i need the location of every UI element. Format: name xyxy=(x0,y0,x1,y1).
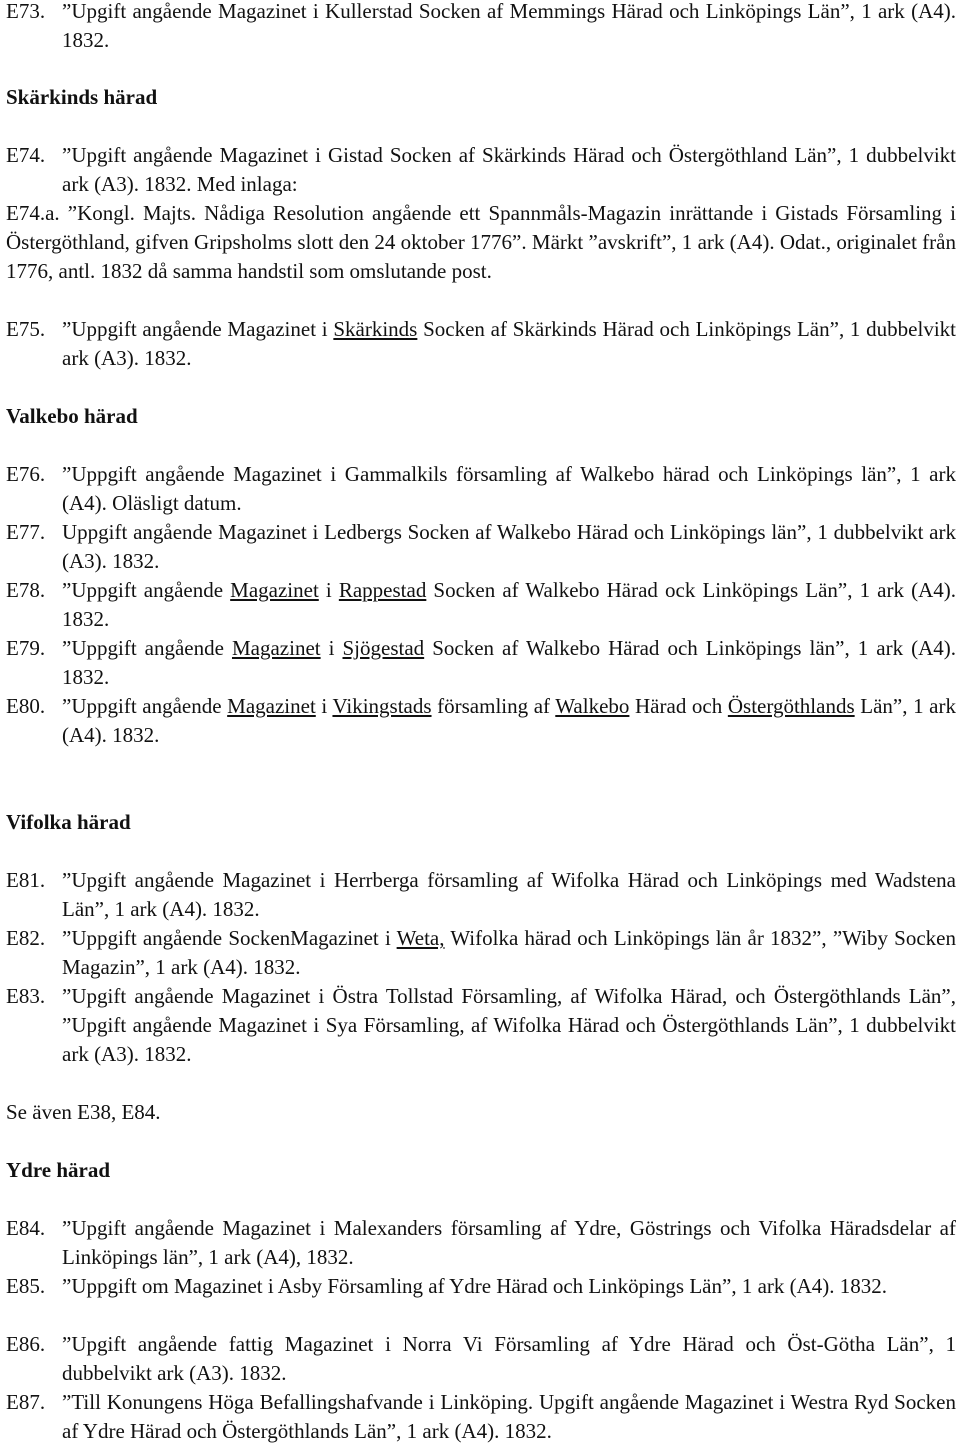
entry-text-segment: ”Uppgift angående SockenMagazinet i xyxy=(62,926,397,950)
entry-text-segment: i xyxy=(320,636,343,660)
underlined-term: Vikingstads xyxy=(332,694,432,718)
entry-text-segment: ”Upgift angående Magazinet i Kullerstad Socken af Memmings Härad och Linköpings Län”, 1 ark (A4). 1832. xyxy=(62,0,956,52)
entry-text xyxy=(62,692,956,750)
entry-text-segment: ”Uppgift angående Magazinet i Gammalkils församling af Walkebo härad och Linköpings län”, 1 ark (A4). Oläsligt datum. xyxy=(62,462,956,515)
entry-text xyxy=(62,1330,956,1388)
entry-text-segment: i xyxy=(315,694,333,718)
catalog-entry-e84 xyxy=(6,1214,956,1272)
entry-text-segment: församling af xyxy=(431,694,556,718)
catalog-entry-e85 xyxy=(6,1272,956,1301)
entry-text-segment: Socken af Walkebo Härad ock Linköpings Län”, 1 ark (A4). 1832. xyxy=(62,578,956,631)
entry-text xyxy=(62,315,956,373)
entry-text xyxy=(62,460,956,518)
entry-text-segment: ”Till Konungens Höga Befallingshafvande i Linköping. Upgift angående Magazinet i Westra Ryd Socken af Ydre Härad och Östergöthlands Län”, 1 ark (A4). 1832. xyxy=(62,1390,956,1443)
catalog-entry-e74a xyxy=(6,199,956,286)
catalog-entry-e75 xyxy=(6,315,956,373)
catalog-entry-e81 xyxy=(6,866,956,924)
entry-text xyxy=(6,199,956,286)
underlined-term: Magazinet xyxy=(231,636,321,660)
underlined-term: Rappestad xyxy=(338,578,427,602)
section-heading-skarkinds: Skärkinds härad xyxy=(6,85,158,109)
underlined-term: Magazinet xyxy=(227,694,316,718)
entry-text-segment: ”Upgift angående Magazinet i Gistad Socken af Skärkinds Härad och Östergöthland Län”, 1 dubbelvikt ark (A3). 1832. Med inlaga: xyxy=(62,143,956,196)
section-heading-ydre: Ydre härad xyxy=(6,1158,111,1182)
entry-text-segment: ”Uppgift angående xyxy=(62,694,228,718)
catalog-entry-e73 xyxy=(6,0,956,55)
entry-code: E84. xyxy=(6,1216,46,1240)
underlined-term: Sjögestad xyxy=(342,636,425,660)
entry-code: E83. xyxy=(6,984,46,1008)
underlined-term: Walkebo xyxy=(555,694,630,718)
entry-text-segment: ”Uppgift angående Magazinet i xyxy=(62,317,334,341)
catalog-entry-e87 xyxy=(6,1388,956,1446)
entry-text xyxy=(62,141,956,199)
catalog-entry-e86 xyxy=(6,1330,956,1388)
entry-text-segment: Län”, 1 ark (A4). 1832. xyxy=(62,694,956,747)
entry-text-segment: Wifolka härad och Linköpings län år 1832”, ”Wiby Socken Magazin”, 1 ark (A4). 1832. xyxy=(62,926,956,979)
entry-text xyxy=(62,634,956,692)
entry-code: E75. xyxy=(6,317,46,341)
entry-code: E76. xyxy=(6,462,46,486)
entry-code: E78. xyxy=(6,578,46,602)
entry-text-segment: Socken af Walkebo Härad och Linköpings län”, 1 ark (A4). 1832. xyxy=(62,636,956,689)
entry-code: E81. xyxy=(6,868,46,892)
underlined-term: Magazinet xyxy=(230,578,319,602)
entry-code: E87. xyxy=(6,1390,46,1414)
entry-code: E85. xyxy=(6,1274,46,1298)
entry-text xyxy=(62,866,956,924)
entry-text xyxy=(62,1214,956,1272)
entry-text-segment: ”Uppgift angående xyxy=(62,578,231,602)
catalog-entry-e80 xyxy=(6,692,956,750)
entry-text xyxy=(62,0,956,55)
entry-text-segment: i xyxy=(318,578,339,602)
catalog-entry-e77 xyxy=(6,518,956,576)
catalog-entry-e82 xyxy=(6,924,956,982)
entry-text-segment: ”Upgift angående fattig Magazinet i Norra Vi Församling af Ydre Härad och Öst-Götha Län”, 1 dubbelvikt ark (A3). 1832. xyxy=(62,1332,956,1385)
entry-code: E77. xyxy=(6,520,46,544)
catalog-entry-e83 xyxy=(6,982,956,1069)
underlined-term: Weta, xyxy=(396,926,445,950)
entry-code: E74. xyxy=(6,143,46,167)
entry-text xyxy=(62,518,956,576)
entry-text-segment: E74.a. ”Kongl. Majts. Nådiga Resolution angående ett Spannmåls-Magazin inrättande i Gistads Församling i Östergöthland, gifven Gripsholms slott den 24 oktober 1776”. Märkt ”avskrift”, 1 ark (A4). Odat., originalet från 1776, antl. 1832 då samma handstil som omslutande post. xyxy=(6,201,956,283)
entry-text-segment: Härad och xyxy=(629,694,728,718)
entry-code: E82. xyxy=(6,926,46,950)
entry-text-segment: ”Upgift angående Magazinet i Herrberga församling af Wifolka Härad och Linköpings med Wadstena Län”, 1 ark (A4). 1832. xyxy=(62,868,956,921)
catalog-entry-e79 xyxy=(6,634,956,692)
entry-code: E79. xyxy=(6,636,46,660)
entry-text xyxy=(62,924,956,982)
entry-text xyxy=(62,1272,956,1301)
entry-text xyxy=(62,982,956,1069)
entry-text-segment: ”Upgift angående Magazinet i Östra Tollstad Församling, af Wifolka Härad, och Östergöthlands Län”, ”Upgift angående Magazinet i Sya Församling, af Wifolka Härad och Östergöthlands Län”, 1 dubbelvikt ark (A3). 1832. xyxy=(62,984,956,1066)
cross-reference-note: Se även E38, E84. xyxy=(6,1100,161,1124)
catalog-entry-e74 xyxy=(6,141,956,199)
section-heading-vifolka: Vifolka härad xyxy=(6,810,131,834)
entry-text-segment: ”Uppgift angående xyxy=(62,636,232,660)
entry-text-segment: ”Uppgift om Magazinet i Asby Församling af Ydre Härad och Linköpings Län”, 1 ark (A4). 1832. xyxy=(62,1274,888,1298)
entry-text-segment: Uppgift angående Magazinet i Ledbergs Socken af Walkebo Härad och Linköpings län”, 1 dubbelvikt ark (A3). 1832. xyxy=(62,520,956,573)
entry-code: E80. xyxy=(6,694,46,718)
catalog-entry-e78 xyxy=(6,576,956,634)
entry-text-segment: Socken af Skärkinds Härad och Linköpings Län”, 1 dubbelvikt ark (A3). 1832. xyxy=(62,317,957,370)
entry-code: E86. xyxy=(6,1332,46,1356)
entry-text xyxy=(62,1388,956,1446)
underlined-term: Skärkinds xyxy=(333,317,418,341)
underlined-term: Östergöthlands xyxy=(727,694,855,718)
section-heading-valkebo: Valkebo härad xyxy=(6,404,138,428)
catalog-entry-e76 xyxy=(6,460,956,518)
entry-code: E73. xyxy=(6,0,46,23)
entry-text-segment: ”Upgift angående Magazinet i Malexanders församling af Ydre, Göstrings och Vifolka Häradsdelar af Linköpings län”, 1 ark (A4), 1832. xyxy=(62,1216,956,1269)
entry-text xyxy=(62,576,956,634)
